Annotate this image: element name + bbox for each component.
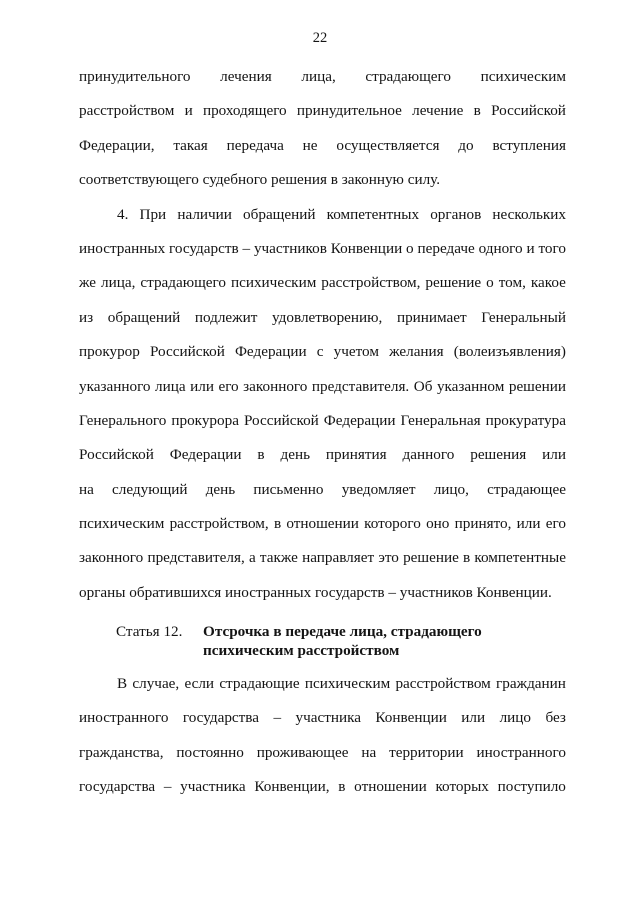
word: решения: [470, 446, 527, 464]
word: день: [280, 446, 311, 464]
word: обращений: [107, 308, 181, 326]
word: о: [486, 274, 494, 292]
text-line: [79, 507, 566, 541]
word: Конвенции: [375, 709, 447, 727]
word: –: [163, 778, 172, 796]
text-line: [79, 335, 566, 369]
word: В: [117, 675, 128, 692]
text-line: [79, 770, 566, 804]
word: принято,: [454, 515, 512, 533]
word: о: [406, 239, 414, 257]
word: проходящего: [202, 102, 287, 120]
word: –: [242, 239, 251, 257]
word: расстройством: [395, 675, 491, 692]
word: принятия: [325, 446, 387, 464]
word: прокурора: [171, 411, 239, 429]
word: иностранных: [79, 239, 166, 257]
text-line: [79, 198, 566, 232]
page-number: 22: [312, 30, 328, 46]
word: страдающие: [219, 675, 300, 692]
word: данного: [402, 446, 455, 464]
word: Генеральная: [400, 411, 481, 429]
word: Федерации: [169, 446, 242, 464]
text-line: [79, 232, 566, 266]
word: иностранного: [79, 709, 169, 727]
word: принудительного: [79, 68, 191, 85]
word: не: [302, 136, 318, 154]
word: компетентных: [326, 205, 420, 223]
text-line: [79, 370, 566, 404]
word: которого: [364, 515, 421, 533]
word: до: [458, 136, 474, 154]
word: принудительное: [296, 102, 402, 120]
word: государства: [79, 778, 156, 796]
word: или: [542, 446, 566, 464]
word: также: [259, 549, 298, 567]
text-line: [79, 576, 566, 610]
word: же: [79, 274, 97, 292]
text-line: [79, 266, 566, 300]
word: желания: [389, 343, 444, 361]
word: Российской: [243, 411, 319, 429]
word: иностранного: [476, 743, 566, 761]
word: без: [545, 709, 566, 727]
word: вступления: [492, 136, 566, 154]
word: или: [461, 709, 486, 727]
word: в: [473, 102, 481, 120]
text-line: [79, 60, 566, 94]
word: соответствующего судебного решения в законную силу.: [79, 171, 441, 189]
word: государства: [182, 709, 260, 727]
word: расстройством,: [169, 515, 269, 533]
word: 4.: [117, 205, 129, 223]
word: страдающее: [487, 480, 566, 498]
word: участника: [180, 778, 246, 796]
word: лица,: [301, 68, 336, 85]
word: осуществляется: [336, 136, 440, 154]
word: если: [184, 675, 215, 692]
word: органы обратившихся иностранных государств – участников Конвенции.: [79, 583, 552, 601]
word: решении: [508, 377, 566, 395]
word: законного: [243, 377, 308, 395]
word: расстройством,: [321, 274, 421, 292]
word: удовлетворению,: [272, 308, 383, 326]
word: компетентные: [474, 549, 566, 567]
word: наличии: [177, 205, 232, 223]
word: проживающее: [256, 743, 349, 761]
word: на: [361, 743, 377, 761]
word: решение: [425, 274, 482, 292]
word: том,: [498, 274, 526, 292]
word: в: [463, 549, 471, 567]
word: При: [139, 205, 167, 223]
word: на: [79, 480, 94, 498]
word: и: [184, 102, 193, 120]
word: принимает: [396, 308, 467, 326]
word: психическим: [230, 274, 317, 292]
word: день: [205, 480, 236, 498]
word: или: [516, 515, 541, 533]
text-block-top: [79, 60, 566, 610]
word: психическим: [79, 515, 165, 533]
word: участника: [295, 709, 361, 727]
word: –: [273, 709, 282, 727]
word: с: [316, 343, 324, 361]
word: гражданства,: [79, 743, 164, 761]
word: из: [79, 308, 94, 326]
text-line: [79, 404, 566, 438]
word: прокурор: [79, 343, 140, 361]
word: отношении: [286, 515, 359, 533]
word: Российской: [491, 102, 566, 120]
text-line: [79, 438, 566, 472]
word: в: [257, 446, 265, 464]
word: гражданин: [496, 675, 566, 692]
text-line: [79, 301, 566, 335]
word: расстройством: [79, 102, 175, 120]
word: которых: [435, 778, 489, 796]
word: Российской: [79, 446, 154, 464]
text-line: [79, 473, 566, 507]
word: решение: [403, 549, 459, 567]
word: случае,: [132, 675, 180, 692]
word: следующий: [112, 480, 188, 498]
word: участников: [253, 239, 327, 257]
word: лицо: [499, 709, 532, 727]
word: его: [545, 515, 566, 533]
word: передача: [226, 136, 284, 154]
word: такая: [173, 136, 208, 154]
word: лица: [155, 377, 186, 395]
word: а: [248, 549, 256, 567]
word: Конвенции,: [254, 778, 330, 796]
word: Российской: [149, 343, 225, 361]
word: психическим: [480, 68, 566, 85]
word: прокуратура: [485, 411, 566, 429]
word: (волеизъявления): [453, 343, 566, 361]
text-line: [79, 736, 566, 770]
word: законного: [79, 549, 144, 567]
word: какое: [530, 274, 566, 292]
word: поступило: [497, 778, 566, 796]
word: представителя,: [147, 549, 245, 567]
word: указанного: [79, 377, 151, 395]
word: представителя.: [311, 377, 410, 395]
word: лицо,: [433, 480, 469, 498]
word: Об: [413, 377, 433, 395]
word: лечение: [412, 102, 464, 120]
word: Генерального: [79, 411, 167, 429]
article-number: Статья 12.: [116, 623, 183, 640]
word: в: [338, 778, 346, 796]
word: и: [526, 239, 535, 257]
word: страдающего: [365, 68, 451, 85]
word: государств: [169, 239, 239, 257]
word: отношении: [354, 778, 427, 796]
word: указанном: [436, 377, 505, 395]
word: Федерации,: [79, 136, 155, 154]
word: его: [218, 377, 239, 395]
text-block-bottom: [79, 667, 566, 805]
word: уведомляет: [341, 480, 416, 498]
word: передаче: [417, 239, 475, 257]
text-line: [79, 541, 566, 575]
word: страдающего: [140, 274, 226, 292]
word: в: [273, 515, 282, 533]
word: постоянно: [176, 743, 244, 761]
text-line: [79, 163, 566, 197]
word: территории: [389, 743, 464, 761]
word: подлежит: [194, 308, 258, 326]
text-line: [79, 94, 566, 128]
word: учетом: [333, 343, 379, 361]
word: оно: [426, 515, 450, 533]
word: Федерации: [323, 411, 396, 429]
word: письменно: [253, 480, 324, 498]
word: того: [538, 239, 566, 257]
text-line: [79, 129, 566, 163]
word: направляет: [302, 549, 375, 567]
article-title: Отсрочка в передаче лица, страдающего психическим расстройством: [203, 623, 482, 659]
text-line: [79, 701, 566, 735]
word: или: [190, 377, 214, 395]
word: органов: [430, 205, 482, 223]
word: Конвенции: [330, 239, 403, 257]
word: Генеральный: [481, 308, 566, 326]
word: психическим: [304, 675, 391, 692]
text-line: [79, 667, 566, 701]
word: Федерации: [234, 343, 307, 361]
word: одного: [478, 239, 523, 257]
word: лечения: [220, 68, 272, 85]
word: обращений: [243, 205, 316, 223]
word: это: [378, 549, 399, 567]
word: нескольких: [492, 205, 566, 223]
word: лица,: [101, 274, 136, 292]
